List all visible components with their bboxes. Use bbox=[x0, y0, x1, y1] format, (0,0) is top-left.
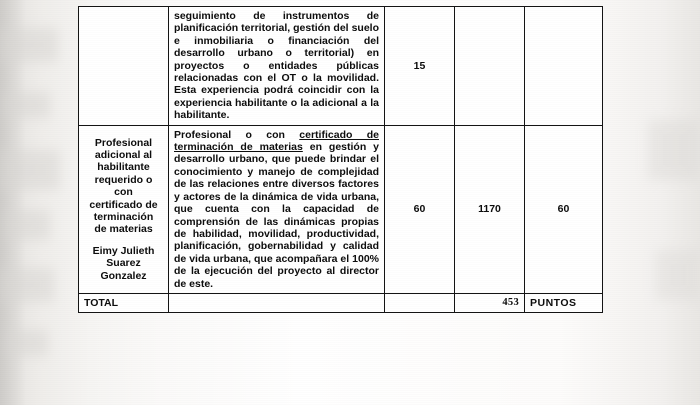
descripcion-underlined: certificado de terminación de materias bbox=[174, 128, 379, 154]
table-row bbox=[79, 7, 603, 126]
puntaje-cell-2 bbox=[455, 7, 525, 126]
descripcion-prefix: Profesional o con bbox=[174, 128, 300, 141]
descripcion-cell bbox=[169, 125, 385, 293]
criterio-line: Profesional bbox=[94, 136, 153, 149]
scan-smudge bbox=[648, 120, 700, 180]
scan-smudge bbox=[655, 250, 700, 300]
puntaje-cell-1: 15 bbox=[385, 7, 455, 126]
criterio-person-name bbox=[84, 245, 163, 282]
scan-smudge bbox=[4, 92, 50, 118]
scan-smudge bbox=[0, 28, 58, 62]
criterio-name-line: Gonzalez bbox=[100, 269, 147, 282]
criterio-line: con bbox=[114, 186, 133, 199]
criterio-line: habilitante bbox=[97, 161, 150, 174]
scan-smudge bbox=[0, 268, 54, 302]
puntaje-cell-3 bbox=[525, 7, 603, 126]
table-row bbox=[79, 125, 603, 293]
table-total-row bbox=[79, 293, 603, 312]
scan-smudge bbox=[8, 330, 48, 356]
scan-smudge bbox=[6, 210, 50, 240]
evaluation-table-container bbox=[78, 6, 602, 313]
criterio-line: adicional al bbox=[94, 148, 153, 161]
puntaje-cell-1: 60 bbox=[385, 125, 455, 293]
criterio-line: certificado de bbox=[89, 198, 158, 211]
criterio-cell-empty bbox=[79, 7, 169, 126]
puntaje-cell-2: 1170 bbox=[455, 125, 525, 293]
criterio-cell bbox=[79, 125, 169, 293]
descripcion-rest: en gestión y desarrollo urbano, que puede brindar el conocimiento y manejo de complejidad de las relaciones entre diversos factores y actores de la dinámica de vida urbana, que cuenta con la capacidad de comprensión de las dinámicas propias de habilidad, movilidad, productividad, planificación, gobernabilidad y calidad de vida urbana, que acompañara el 100% de la ejecución del proyecto al director de este. bbox=[174, 141, 380, 290]
scan-smudge bbox=[0, 150, 60, 190]
total-units: PUNTOS bbox=[525, 293, 603, 312]
criterio-line: requerido o bbox=[94, 173, 153, 186]
total-empty-cell-1 bbox=[169, 293, 385, 312]
descripcion-cell: seguimiento de instrumentos de planificación territorial, gestión del suelo e inmobiliaria o financiación del desarrollo urbano o territorial) en proyectos o entidades públicas relacionadas con el OT o la movilidad. Esta experiencia podrá coincidir con la experiencia habilitante o la adicional a la habilitante. bbox=[169, 7, 385, 126]
criterio-text bbox=[84, 137, 163, 236]
total-label: TOTAL bbox=[79, 293, 169, 312]
evaluation-table bbox=[78, 6, 603, 313]
criterio-spacer bbox=[84, 236, 163, 245]
criterio-name-line: Eimy Julieth bbox=[92, 244, 155, 257]
criterio-name-line: Suarez bbox=[106, 257, 141, 270]
criterio-line: terminación bbox=[93, 211, 154, 223]
total-empty-cell-2 bbox=[385, 293, 455, 312]
total-value: 453 bbox=[455, 293, 525, 312]
criterio-line: de materias bbox=[94, 223, 153, 236]
puntaje-cell-3: 60 bbox=[525, 125, 603, 293]
